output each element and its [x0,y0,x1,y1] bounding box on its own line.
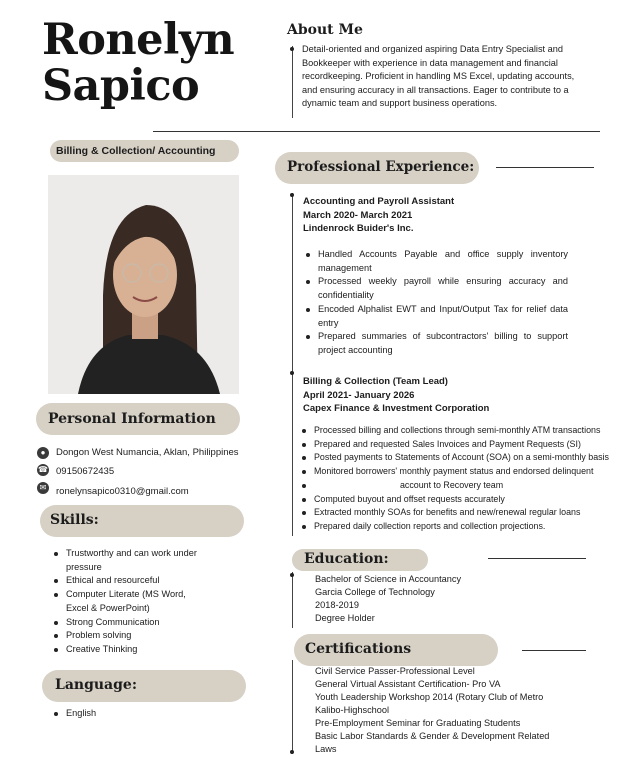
certifications-heading: Certifications [305,641,412,657]
job-2-bullet: Monitored borrowers' monthly payment status and endorsed delinquent [300,465,630,479]
education-rule [488,558,586,559]
certification-line: Basic Labor Standards & Gender & Development Related [315,731,550,741]
job-1-dates: March 2020- March 2021 [303,209,413,221]
skill-item: Trustworthy and can work under pressure [52,547,202,574]
job-2-title: Billing & Collection (Team Lead) [303,376,448,387]
education-block [315,573,575,625]
job-2-header [303,375,489,416]
certification-line: General Virtual Assistant Certification- Pro VA [315,679,501,689]
about-text: Detail-oriented and organized aspiring Data Entry Specialist and Bookkeeper with experience in data management and financial recordkeeping. Proficient in handling MS Excel, updating accounts, and ensuring accuracy in all transactions. Eager to contribute to a dynamic team and support business operations. [302,44,575,109]
job-2-bullet: Processed billing and collections through semi-monthly ATM transactions [300,424,630,438]
job-dot-1 [290,193,294,197]
certifications-dot [290,750,294,754]
certification-line: Laws [315,744,337,754]
skills-list [52,547,202,657]
job-1-bullet: Handled Accounts Payable and office supply inventory management [304,248,568,275]
job-2-bullet: Posted payments to Statements of Account (SOA) on a semi-monthly basis [300,451,630,465]
name-first: Ronelyn [42,15,235,65]
job-2-bullet: Computed buyout and offset requests accurately [300,493,630,507]
certifications-block [315,665,585,756]
top-divider [153,131,600,132]
language-item: English [52,707,202,721]
job-1-bullet: Prepared summaries of subcontractors' billing to support project accounting [304,330,568,357]
job-2-bullet: Prepared and requested Sales Invoices and Payment Requests (SI) [300,438,630,452]
certification-line: Civil Service Passer-Professional Level [315,666,475,676]
about-timeline [292,46,293,118]
education-timeline [292,572,293,628]
education-status: Degree Holder [315,613,375,623]
job-2-bullet-continued: account to Recovery team [300,479,630,493]
job-1-bullet: Processed weekly payroll while ensuring accuracy and confidentiality [304,275,568,302]
phone-text: 09150672435 [56,466,115,477]
certifications-rule [522,650,586,651]
job-2-bullets [300,424,630,534]
email-text: ronelynsapico0310@gmail.com [56,486,189,497]
location-icon: ● [37,447,49,459]
job-1-company: Lindenrock Buider's Inc. [303,223,414,235]
personal-heading: Personal Information [48,411,216,427]
skill-item: Strong Communication [52,616,202,630]
language-list [52,707,202,721]
education-degree: Bachelor of Science in Accountancy [315,574,462,584]
profile-photo [48,175,239,394]
role-tag: Billing & Collection/ Accounting [56,145,216,157]
skill-item: Problem solving [52,629,202,643]
job-2-bullet: Prepared daily collection reports and collection projections. [300,520,630,534]
experience-timeline [292,193,293,536]
about-dot [290,47,294,51]
education-dot [290,573,294,577]
job-1-bullet: Encoded Alphalist EWT and Input/Output Tax for relief data entry [304,303,568,330]
job-1-title: Accounting and Payroll Assistant [303,196,455,207]
certifications-timeline [292,660,293,754]
phone-icon: ☎ [38,465,48,474]
education-years: 2018-2019 [315,600,359,610]
education-school: Garcia College of Technology [315,587,435,597]
job-1-bullets [304,248,568,358]
language-heading: Language: [55,677,137,693]
education-heading: Education: [304,551,389,567]
experience-heading: Professional Experience: [287,159,475,175]
skill-item: Creative Thinking [52,643,202,657]
job-2-bullet: Extracted monthly SOAs for benefits and new/renewal regular loans [300,506,630,520]
job-1-header [303,195,454,236]
certification-line: Youth Leadership Workshop 2014 (Rotary Club of Metro [315,692,544,702]
job-2-dates: April 2021- January 2026 [303,389,415,401]
name-last: Sapico [42,61,200,111]
job-2-company: Capex Finance & Investment Corporation [303,403,490,415]
experience-rule [496,167,594,168]
skills-heading: Skills: [50,512,99,528]
certification-line: Pre-Employment Seminar for Graduating Students [315,718,521,728]
certification-line: Kalibo-Highschool [315,705,390,715]
job-dot-2 [290,371,294,375]
skill-item: Ethical and resourceful [52,574,202,588]
email-icon: ✉ [37,482,49,494]
about-heading: About Me [287,22,363,38]
address-text: Dongon West Numancia, Aklan, Philippines [56,447,239,458]
skill-item: Computer Literate (MS Word, Excel & PowerPoint) [52,588,202,615]
